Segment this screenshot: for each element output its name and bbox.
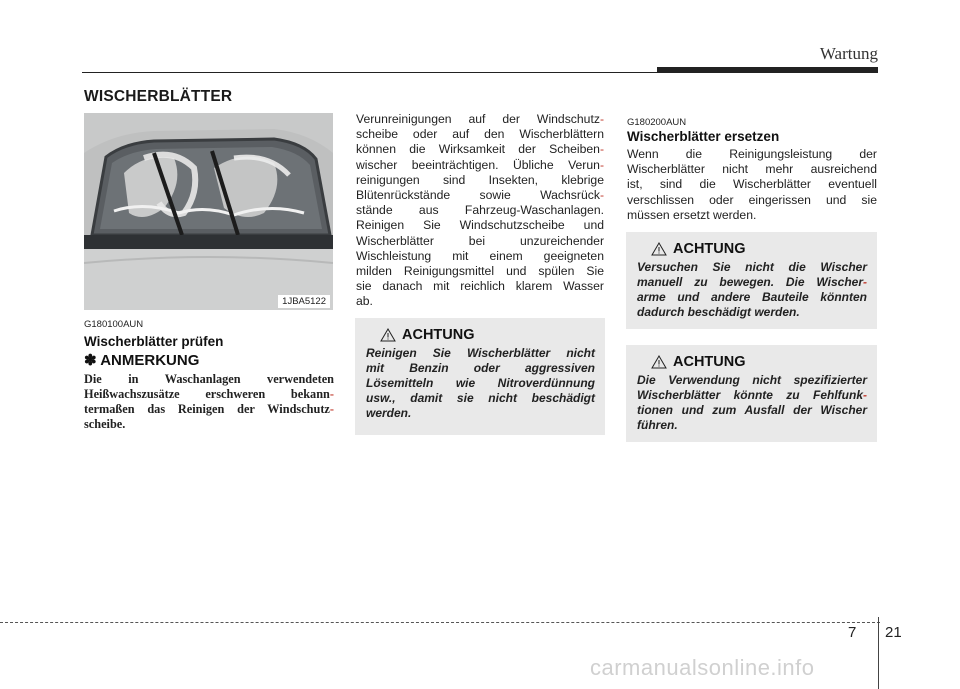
line-text: Die Verwendung nicht spezifizierter <box>637 373 867 387</box>
text-line <box>356 173 604 188</box>
line-hyphen: - <box>599 112 604 126</box>
line-text: milden Reinigungsmittel und spülen Sie <box>356 264 604 279</box>
line-text: arme und andere Bauteile könnten <box>637 290 867 304</box>
line-text: Die in Waschanlagen verwendeten <box>84 372 334 386</box>
text-line <box>637 260 867 275</box>
text-line <box>637 305 867 320</box>
line-text: führen. <box>637 418 678 432</box>
line-text: Versuchen Sie nicht die Wischer <box>637 260 867 274</box>
text-line <box>637 290 867 305</box>
chapter-number: 7 <box>848 624 857 641</box>
section-code: G180100AUN <box>84 319 144 330</box>
line-hyphen: - <box>329 402 334 416</box>
text-line <box>366 361 595 376</box>
line-text: dadurch beschädigt werden. <box>637 305 800 319</box>
line-text: Heißwachszusätze erschweren bekann <box>84 387 330 401</box>
subhead-check-wipers: Wischerblätter prüfen <box>84 334 224 349</box>
caution-box-manual-move <box>626 232 877 329</box>
caution-text <box>637 373 867 433</box>
header-rule <box>82 72 657 73</box>
caution-box-unspecified-blades <box>626 345 877 442</box>
line-text: können die Wirksamkeit der Scheiben <box>356 142 600 157</box>
text-line <box>356 264 604 279</box>
text-line <box>356 234 604 249</box>
line-text: wischer beeinträchtigen. Übliche Verun <box>356 157 600 172</box>
warning-triangle-icon <box>380 328 396 342</box>
line-text: verschlissen oder eingerissen und sie <box>627 192 877 207</box>
line-hyphen: - <box>863 275 867 289</box>
photo-caption: 1JBA5122 <box>278 295 330 308</box>
line-text: Wischerblätter bei unzureichender <box>356 233 604 248</box>
line-text: Reinigen Sie Wischerblätter nicht <box>366 346 595 360</box>
text-line <box>366 391 595 406</box>
line-text: ab. <box>356 294 373 309</box>
line-text: reinigungen sind Insekten, klebrige <box>356 172 604 187</box>
line-text: sie danach mit reichlich klarem Wasser <box>356 279 604 294</box>
text-line <box>627 147 877 162</box>
text-line <box>356 142 604 157</box>
text-line <box>627 208 877 223</box>
line-text: mit Benzin oder aggressiven <box>366 361 595 375</box>
cleaning-paragraph <box>356 112 604 310</box>
text-line <box>356 294 604 309</box>
text-line <box>84 387 334 402</box>
line-text: termaßen das Reinigen der Windschutz <box>84 402 330 416</box>
text-line <box>356 112 604 127</box>
section-title: WISCHERBLÄTTER <box>84 88 233 105</box>
line-text: scheibe oder auf den Wischerblättern <box>356 127 604 142</box>
note-title: ANMERKUNG <box>100 352 200 369</box>
text-line <box>637 275 867 290</box>
text-line <box>356 249 604 264</box>
line-text: usw., damit sie nicht beschädigt <box>366 391 595 405</box>
note-heading <box>84 351 199 369</box>
replacement-paragraph <box>627 147 877 223</box>
page-header-title: Wartung <box>819 44 878 63</box>
footer-divider <box>878 617 879 689</box>
line-hyphen: - <box>599 188 604 203</box>
caution-label: ACHTUNG <box>673 241 746 257</box>
text-line <box>356 158 604 173</box>
subhead-replace-wipers: Wischerblätter ersetzen <box>627 129 780 144</box>
warning-triangle-icon <box>651 242 667 256</box>
section-code: G180200AUN <box>627 117 687 128</box>
header-rule-accent <box>657 67 878 73</box>
watermark: carmanualsonline.info <box>590 655 815 680</box>
line-text: Wischerblätter könnte zu Fehlfunk <box>637 388 863 402</box>
line-hyphen: - <box>329 387 334 401</box>
text-line <box>637 388 867 403</box>
line-text: müssen ersetzt werden. <box>627 207 757 222</box>
text-line <box>356 279 604 294</box>
line-text: ist, sind die Wischerblätter eventuell <box>627 177 877 192</box>
text-line <box>627 177 877 192</box>
line-text: Lösemitteln wie Nitroverdünnung <box>366 376 595 390</box>
line-hyphen: - <box>863 388 867 402</box>
line-hyphen: - <box>599 142 604 157</box>
caution-label: ACHTUNG <box>673 354 746 370</box>
caution-text <box>366 346 595 421</box>
line-text: tionen und zum Ausfall der Wischer <box>637 403 867 417</box>
footer-rule <box>0 622 880 623</box>
text-line <box>366 376 595 391</box>
windshield-wiper-photo <box>84 113 333 310</box>
text-line <box>627 193 877 208</box>
caution-label: ACHTUNG <box>402 327 475 343</box>
text-line <box>356 127 604 142</box>
caution-text <box>637 260 867 320</box>
line-hyphen: - <box>599 157 604 172</box>
text-line <box>356 218 604 233</box>
text-line <box>356 203 604 218</box>
text-line <box>366 346 595 361</box>
line-text: Wischleistung mit einem geeigneten <box>356 248 604 263</box>
text-line <box>627 162 877 177</box>
line-text: werden. <box>366 406 412 420</box>
line-text: scheibe. <box>84 417 126 431</box>
line-text: manuell zu bewegen. Die Wischer <box>637 275 863 289</box>
page-number: 21 <box>885 624 902 641</box>
text-line <box>637 403 867 418</box>
caution-box-solvents <box>355 318 605 435</box>
text-line <box>84 417 334 432</box>
line-text: stände aus Fahrzeug-Waschanlagen. <box>356 203 604 218</box>
line-text: Wenn die Reinigungsleistung der <box>627 147 877 161</box>
warning-triangle-icon <box>651 355 667 369</box>
windshield-illustration <box>84 113 333 310</box>
text-line <box>366 406 595 421</box>
note-text <box>84 372 334 432</box>
line-text: Wischerblätter nicht mehr ausreichend <box>627 162 877 177</box>
line-text: Verunreinigungen auf der Windschutz <box>356 112 600 126</box>
text-line <box>356 188 604 203</box>
text-line <box>84 372 334 387</box>
note-star-icon: ✽ <box>84 352 97 369</box>
line-text: Reinigen Sie Windschutzscheibe und <box>356 218 604 233</box>
text-line <box>84 402 334 417</box>
line-text: Blütenrückstände sowie Wachsrück <box>356 188 600 203</box>
text-line <box>637 373 867 388</box>
text-line <box>637 418 867 433</box>
